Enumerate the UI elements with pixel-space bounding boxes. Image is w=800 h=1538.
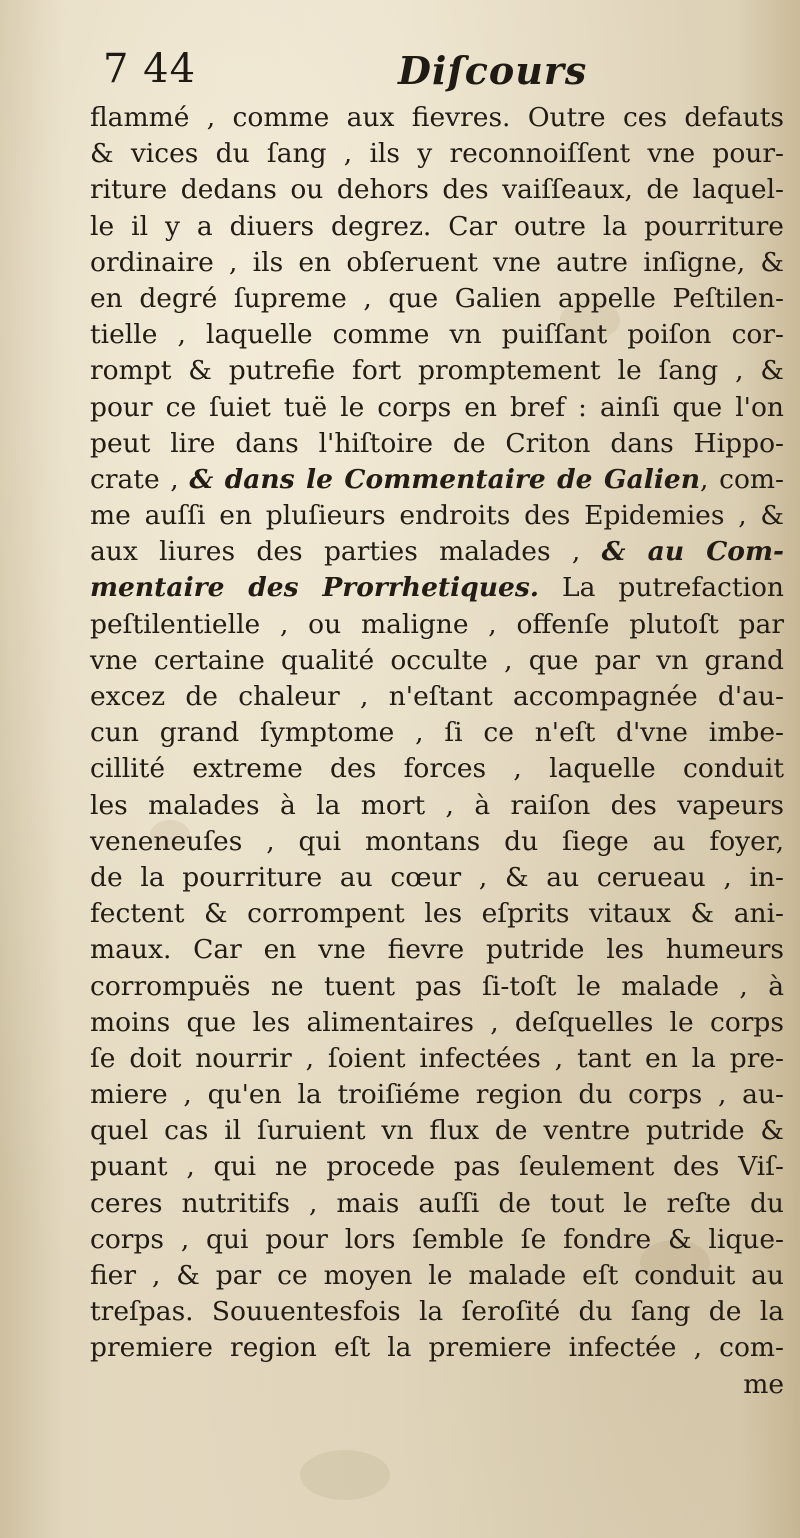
text-line (90, 426, 784, 462)
text-line (90, 607, 784, 643)
text-line (90, 353, 784, 389)
text-line (90, 1186, 784, 1222)
italic-text: mentaire des Prorrhetiques. (90, 572, 540, 604)
text-line (90, 715, 784, 751)
text-segment: ſe doit nourrir , ſoient infectées , tant en la pre- (90, 1042, 784, 1074)
text-segment: fier , & par ce moyen le malade eſt conduit au (90, 1260, 784, 1291)
text-segment: excez de chaleur , n'eſtant accompagnée d'au- (90, 681, 784, 712)
text-segment: ceres nutritifs , mais auſſi de tout le reſte du (90, 1187, 784, 1219)
text-line (90, 1077, 784, 1113)
text-line (90, 969, 784, 1005)
page-number: 7 44 (103, 46, 197, 92)
text-line (90, 570, 784, 606)
text-line (90, 751, 784, 787)
text-line (90, 1005, 784, 1041)
text-segment: ordinaire , ils en obſeruent vne autre inſigne, & (90, 246, 784, 278)
text-line (90, 245, 784, 281)
text-segment: rompt & putrefie fort promptement le ſang , & (90, 355, 784, 387)
text-segment: , com- (700, 463, 784, 495)
text-segment: cun grand ſymptome , ſi ce n'eſt d'vne imbe- (90, 717, 784, 749)
text-segment: cillité extreme des forces , laquelle conduit (90, 753, 784, 785)
text-segment: tielle , laquelle comme vn puiſſant poiſon cor- (90, 319, 784, 351)
text-line (90, 136, 784, 172)
text-segment: miere , qu'en la troiſiéme region du corps , au- (90, 1079, 784, 1111)
text-segment: de la pourriture au cœur , & au cerueau , in- (90, 861, 784, 893)
body-text (90, 100, 784, 1403)
text-line (90, 1294, 784, 1330)
text-line (90, 1113, 784, 1149)
text-segment: puant , qui ne procede pas ſeulement des Viſ- (90, 1151, 784, 1183)
text-line (90, 1149, 784, 1185)
text-segment: corrompuës ne tuent pas ſi-toſt le malade , à (90, 970, 784, 1002)
text-line (90, 932, 784, 968)
text-line (90, 462, 784, 498)
text-line (90, 824, 784, 860)
text-line (90, 281, 784, 317)
text-line (90, 1258, 784, 1294)
text-segment: La putrefaction (539, 572, 785, 604)
text-line (90, 1041, 784, 1077)
text-line (90, 534, 784, 570)
text-line (90, 860, 784, 896)
text-segment: corps , qui pour lors ſemble ſe fondre & lique- (90, 1223, 784, 1255)
text-line (90, 209, 784, 245)
text-line (90, 679, 784, 715)
text-segment: crate , (90, 463, 190, 495)
text-line (90, 896, 784, 932)
text-line (90, 498, 784, 534)
text-segment: flammé , comme aux fievres. Outre ces defauts (90, 102, 784, 133)
catchword: me (743, 1368, 784, 1400)
text-segment: le il y a diuers degrez. Car outre la pourriture (90, 210, 784, 242)
text-segment: quel cas il ſuruient vn flux de ventre putride & (90, 1115, 784, 1147)
text-segment: peſtilentielle , ou maligne , offenſe plutoſt par (90, 608, 784, 640)
text-segment: les malades à la mort , à raiſon des vapeurs (90, 789, 784, 821)
text-segment: & vices du ſang , ils y reconnoiſſent vne pour- (90, 138, 784, 170)
text-segment: aux liures des parties malades , (90, 536, 602, 568)
text-segment: treſpas. Souuentesfois la ſeroſité du ſang de la (90, 1296, 784, 1328)
text-segment: fectent & corrompent les eſprits vitaux & ani- (90, 898, 784, 930)
text-line (90, 1222, 784, 1258)
text-segment: veneneuſes , qui montans du ſiege au foyer, (90, 825, 784, 857)
text-line (90, 100, 784, 136)
text-line (90, 788, 784, 824)
text-segment: peut lire dans l'hiſtoire de Criton dans Hippo- (90, 427, 784, 459)
text-segment: maux. Car en vne fievre putride les humeurs (90, 934, 784, 966)
text-line (90, 390, 784, 426)
text-segment: riture dedans ou dehors des vaiſſeaux, de laquel- (90, 174, 784, 206)
text-segment: me auſſi en pluſieurs endroits des Epidemies , & (90, 500, 784, 532)
text-segment: vne certaine qualité occulte , que par vn grand (90, 644, 784, 676)
text-line (90, 1330, 784, 1366)
text-line (90, 317, 784, 353)
running-head: Diſcours (398, 48, 588, 93)
text-line (90, 172, 784, 208)
paper-stain (300, 1450, 390, 1500)
text-line (90, 643, 784, 679)
italic-text: & dans le Commentaire de Galien (189, 463, 701, 495)
italic-text: & au Com- (601, 536, 785, 568)
text-segment: en degré ſupreme , que Galien appelle Peſtilen- (90, 282, 784, 314)
text-segment: pour ce ſuiet tuë le corps en bref : ainſi que l'on (90, 391, 784, 423)
text-segment: moins que les alimentaires , deſquelles le corps (90, 1006, 784, 1038)
text-segment: premiere region eſt la premiere infectée , com- (90, 1332, 784, 1364)
